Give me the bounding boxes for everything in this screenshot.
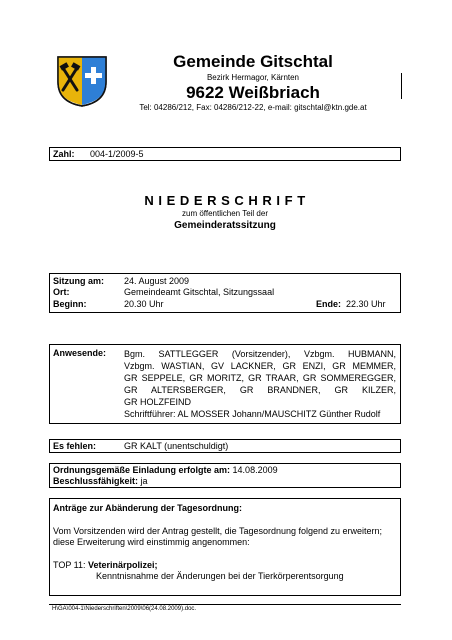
meeting-details-box (49, 273, 401, 313)
attendance-line: Vzbgm. WASTIAN, GV LACKNER, GR ENZI, GR MEMMER, (124, 361, 396, 371)
contact-line: Tel: 04286/212, Fax: 04286/212-22, e-mail: gitschtal@ktn.gde.at (139, 103, 367, 112)
start-label: Beginn: (53, 299, 87, 309)
document-subtitle: zum öffentlichen Teil der (182, 209, 268, 218)
attendance-line: GR HOLZFEIND (124, 397, 192, 407)
end-value: 22.30 Uhr (346, 299, 386, 309)
date-value: 24. August 2009 (124, 276, 190, 286)
place-label: Ort: (53, 287, 70, 297)
invitation-label: Ordnungsgemäße Einladung erfolgte am: (53, 465, 231, 475)
quorum-value: ja (140, 476, 148, 486)
attendance-box (49, 344, 401, 424)
attendance-list (124, 348, 396, 408)
top-detail: Kenntnisnahme der Änderungen bei der Tierkörperentsorgung (96, 571, 344, 581)
agenda-change-box (49, 498, 401, 596)
district-text: Bezirk Hermagor, Kärnten (206, 73, 300, 82)
postal-town-title: 9622 Weißbriach (186, 83, 320, 102)
start-value: 20.30 Uhr (124, 299, 164, 309)
footer-path: H\GA\004-1\Niederschriften\2009\06(24.08.2009).doc. (52, 606, 197, 612)
header-edge-mark (401, 73, 402, 99)
invitation-line (53, 465, 278, 475)
reference-value: 004-1/2009-5 (90, 149, 144, 159)
top-label (53, 560, 158, 570)
agenda-change-paragraph: Vom Vorsitzenden wird der Antrag gestellt, die Tagesordnung folgend zu erweitern; diese Erweiterung wird einstimmig angenommen: (53, 526, 383, 547)
absent-value: GR KALT (unentschuldigt) (124, 441, 229, 451)
absent-box (49, 439, 401, 453)
reference-label: Zahl: (53, 149, 75, 159)
top-number: TOP 11: (53, 560, 89, 570)
date-label: Sitzung am: (53, 276, 104, 286)
footer-rule (49, 604, 401, 605)
document-title: N I E D E R S C H R I F T (144, 193, 306, 208)
attendance-label: Anwesende: (53, 348, 107, 358)
reference-number-box (49, 147, 401, 161)
agenda-change-heading: Anträge zur Abänderung der Tagesordnung: (53, 503, 243, 513)
invitation-date: 14.08.2009 (232, 465, 278, 475)
invitation-box (49, 463, 401, 488)
attendance-line: GR SEPPELE, GR MORITZ, GR TRAAR, GR SOMMEREGGER, (124, 373, 396, 383)
municipality-title: Gemeinde Gitschtal (173, 52, 333, 71)
attendance-line: GR ALTERSBERGER, GR BRANDNER, GR KILZER, (124, 385, 396, 395)
absent-label: Es fehlen: (53, 441, 97, 451)
place-value: Gemeindeamt Gitschtal, Sitzungssaal (124, 287, 275, 297)
quorum-label: Beschlussfähigkeit: (53, 476, 139, 486)
coat-of-arms-icon (55, 54, 109, 108)
top-title: Veterinärpolizei; (88, 560, 158, 570)
session-type: Gemeinderatssitzung (174, 220, 276, 231)
attendance-line: Bgm. SATTLEGGER (Vorsitzender), Vzbgm. HUBMANN, (124, 349, 396, 359)
quorum-line (53, 476, 148, 486)
secretary-line: Schriftführer: AL MOSSER Johann/MAUSCHITZ Günther Rudolf (124, 409, 381, 419)
end-label: Ende: (316, 299, 342, 309)
